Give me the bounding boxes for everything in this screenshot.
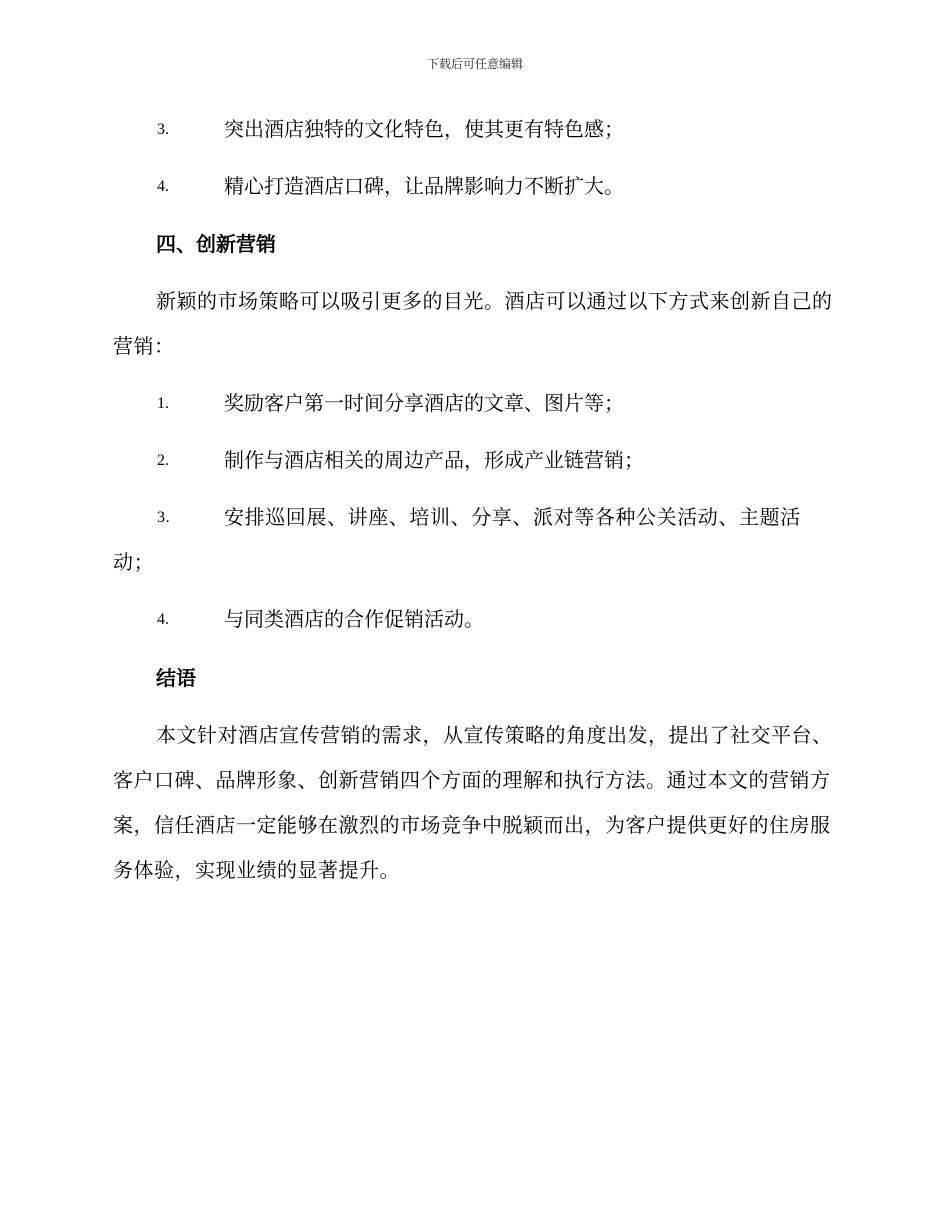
conclusion-paragraph: 本文针对酒店宣传营销的需求，从宣传策略的角度出发，提出了社交平台、客户口碑、品牌形象、创新营销四个方面的理解和执行方法。通过本文的营销方案，信任酒店一定能够在激烈的市场竞争中脱颖而出，为客户提供更好的住房服务体验，实现业绩的显著提升。 bbox=[113, 723, 833, 882]
list-item bbox=[113, 438, 835, 483]
list-item-text: 与同类酒店的合作促销活动。 bbox=[224, 607, 484, 631]
list-item bbox=[113, 495, 835, 585]
list-item bbox=[113, 107, 835, 152]
list-item-number: 2. bbox=[157, 452, 169, 469]
list-item-number: 3. bbox=[157, 121, 169, 138]
list-item-number: 4. bbox=[157, 611, 169, 628]
list-item-text: 安排巡回展、讲座、培训、分享、派对等各种公关活动、主题活动； bbox=[113, 505, 801, 574]
page-header: 下载后可任意编辑 bbox=[426, 57, 523, 71]
list-item bbox=[113, 597, 835, 642]
list-item-text: 奖励客户第一时间分享酒店的文章、图片等； bbox=[224, 391, 624, 415]
list-continued bbox=[113, 107, 835, 209]
list-item-number: 1. bbox=[157, 395, 169, 412]
section-intro-paragraph: 新颖的市场策略可以吸引更多的目光。酒店可以通过以下方式来创新自己的营销： bbox=[113, 289, 833, 358]
innovative-marketing-list bbox=[113, 381, 835, 642]
list-item-text: 制作与酒店相关的周边产品，形成产业链营销； bbox=[224, 448, 644, 472]
list-item-text: 突出酒店独特的文化特色，使其更有特色感； bbox=[224, 117, 624, 141]
list-item bbox=[113, 381, 835, 426]
list-item-number: 4. bbox=[157, 178, 169, 195]
list-item bbox=[113, 164, 835, 209]
list-item-number: 3. bbox=[157, 509, 171, 526]
section-heading-innovative-marketing: 四、创新营销 bbox=[156, 232, 276, 256]
conclusion-heading: 结语 bbox=[156, 666, 196, 690]
list-item-text: 精心打造酒店口碑，让品牌影响力不断扩大。 bbox=[224, 174, 624, 198]
